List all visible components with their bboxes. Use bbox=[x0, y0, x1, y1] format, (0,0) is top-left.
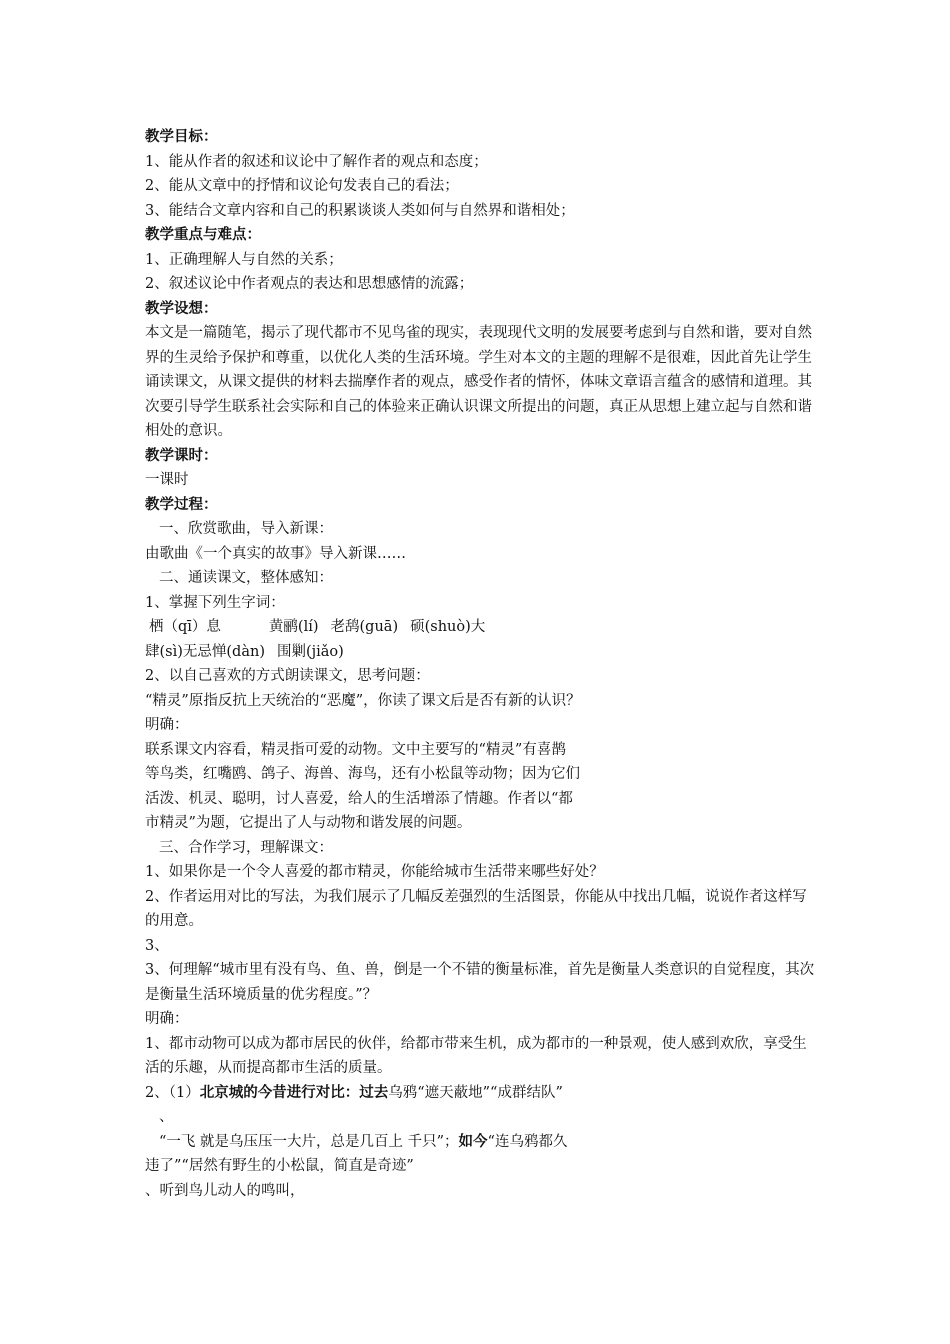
answer-item bbox=[145, 1081, 820, 1106]
vocab-word: 栖（qī）息 bbox=[149, 619, 221, 635]
question: 1、掌握下列生字词： bbox=[145, 594, 285, 611]
answer-line: 、听到鸟儿动人的鸣叫， bbox=[145, 1182, 305, 1199]
answer-emphasis: 如今 bbox=[458, 1132, 488, 1150]
vocab-word: 围剿(jiǎo) bbox=[276, 643, 344, 660]
section-title: 三、合作学习，理解课文： bbox=[159, 839, 333, 856]
question: 3、何理解“城市里有没有鸟、鱼、兽，倒是一个不错的衡量标准，首先是衡量人类意识的自觉程度，其次是衡量生活环境质量的优劣程度。”？ bbox=[145, 962, 815, 1003]
answer-line: 等鸟类，红嘴鸥、鸽子、海兽、海鸟，还有小松鼠等动物；因为它们 bbox=[145, 766, 580, 782]
key-item: 1、正确理解人与自然的关系； bbox=[145, 251, 343, 268]
question-text: “精灵”原指反抗上天统治的“恶魔”，你读了课文后是否有新的认识？ bbox=[145, 692, 581, 709]
answer-text: “连乌鸦都久 bbox=[487, 1133, 568, 1150]
heading-class-hours: 教学课时： bbox=[145, 446, 218, 464]
section-text: 由歌曲《一个真实的故事》导入新课…… bbox=[145, 545, 406, 562]
section-title: 二、通读课文，整体感知： bbox=[159, 570, 333, 586]
goal-item: 3、能结合文章内容和自己的积累谈谈人类如何与自然界和谐相处； bbox=[145, 202, 575, 219]
goal-item: 2、能从文章中的抒情和议论句发表自己的看法； bbox=[145, 178, 459, 194]
answer-text: “一飞 就是乌压压一大片，总是几百上 千只”； bbox=[159, 1133, 459, 1150]
heading-teaching-goals: 教学目标： bbox=[145, 128, 218, 145]
section-title: 一、欣赏歌曲，导入新课： bbox=[159, 521, 333, 537]
vocab-word: 硕(shuò)大 bbox=[410, 619, 486, 635]
goal-item: 1、能从作者的叙述和议论中了解作者的观点和态度； bbox=[145, 153, 488, 170]
vocab-word: 黄鹂(lí) bbox=[268, 619, 319, 635]
vocab-line bbox=[145, 640, 820, 665]
heading-process: 教学过程： bbox=[145, 495, 218, 513]
question: 2、作者运用对比的写法，为我们展示了几幅反差强烈的生活图景，你能从中找出几幅，说说作者这样写的用意。 bbox=[145, 888, 807, 929]
heading-key-points: 教学重点与难点： bbox=[145, 226, 261, 243]
design-paragraph: 本文是一篇随笔，揭示了现代都市不见鸟雀的现实，表现现代文明的发展要考虑到与自然和谐，要对自然界的生灵给予保护和尊重，以优化人类的生活环境。学生对本文的主题的理解不是很难，因此首先让学生诵读课文，从课文提供的材料去揣摩作者的观点，感受作者的情怀，体味文章语言蕴含的感情和道理。其次要引导学生联系社会实际和自己的体验来正确认识课文所提出的问题，真正从思想上建立起与自然和谐相处的意识。 bbox=[145, 325, 812, 439]
answer-text: 乌鸦“遮天蔽地”“成群结队” bbox=[388, 1084, 563, 1101]
question: 2、以自己喜欢的方式朗读课文，思考问题： bbox=[145, 668, 430, 684]
question: 1、如果你是一个令人喜爱的都市精灵，你能给城市生活带来哪些好处？ bbox=[145, 864, 604, 880]
answer-label: 明确： bbox=[145, 1011, 189, 1027]
class-hours-value: 一课时 bbox=[145, 472, 189, 488]
answer-line: 市精灵”为题，它提出了人与动物和谐发展的问题。 bbox=[145, 815, 472, 831]
answer-line bbox=[145, 1130, 820, 1155]
vocab-word: 肆(sì)无忌惮(dàn) bbox=[145, 643, 265, 660]
vocab-word: 老鸹(guā) bbox=[330, 619, 399, 635]
answer-line: 违了”“居然有野生的小松鼠，简直是奇迹” bbox=[145, 1158, 414, 1174]
heading-design: 教学设想： bbox=[145, 299, 218, 317]
answer-emphasis: 北京城的今昔进行对比：过去 bbox=[199, 1083, 389, 1101]
answer-line: 、 bbox=[159, 1109, 174, 1125]
answer-item: 1、都市动物可以成为都市居民的伙伴，给都市带来生机，成为都市的一种景观，使人感到欢欣，享受生活的乐趣，从而提高都市生活的质量。 bbox=[145, 1035, 807, 1076]
answer-line: 活泼、机灵、聪明，讨人喜爱，给人的生活增添了情趣。作者以“都 bbox=[145, 790, 573, 807]
vocab-line bbox=[145, 615, 820, 640]
answer-line: 联系课文内容看，精灵指可爱的动物。文中主要写的“精灵”有喜鹊 bbox=[145, 741, 566, 758]
question: 3、 bbox=[145, 937, 169, 954]
answer-number: 2、（1） bbox=[145, 1084, 200, 1101]
key-item: 2、叙述议论中作者观点的表达和思想感情的流露； bbox=[145, 276, 474, 292]
answer-label: 明确： bbox=[145, 717, 189, 733]
